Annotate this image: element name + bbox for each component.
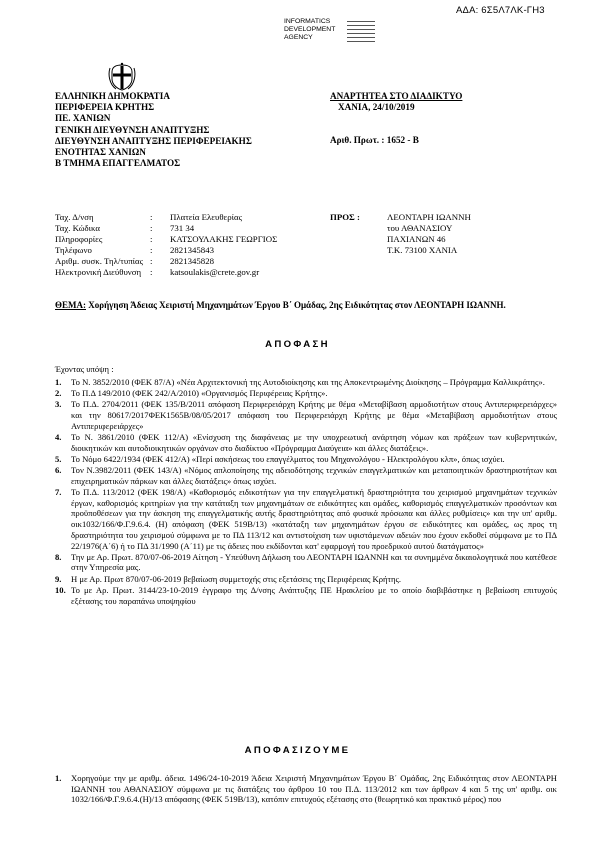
considerations-intro: Έχοντας υπόψη : — [55, 364, 114, 374]
subject-text: Χορήγηση Άδειας Χειριστή Μηχανημάτων Έργου Β΄ Ομάδας, 2ης Ειδικότητας στον ΛΕΟΝΤΑΡΗ ΙΩΑΝΝΗ. — [88, 300, 506, 310]
contact-row: Αριθμ. συσκ. Τηλ/τυπίας : 2821345828 — [55, 256, 214, 267]
contact-row: Ταχ. Δ/νση : Πλατεία Ελευθερίας — [55, 212, 243, 222]
recipient-block — [330, 212, 471, 256]
posted-notice: ΑΝΑΡΤΗΤΕΑ ΣΤΟ ΔΙΑΔΙΚΤΥΟ — [330, 91, 463, 101]
authority-line: Β ΤΜΗΜΑ ΕΠΑΓΓΕΛΜΑΤΟΣ — [55, 158, 181, 169]
list-item: 7. Το Π.Δ. 113/2012 (ΦΕΚ 198/Α) «Καθορισμός ειδικοτήτων για την επαγγελματική δραστηριότητα του χειρισμού μηχανημάτων τεχνικών έργων, καθορισμός κριτηρίων για την κατάταξη των μηχανημάτων σε ειδικότητες και ομάδες, καθορισμός επαγγελματικών προσόντων και προϋποθέσεων για την άσκηση της επαγγελματικής αυτής δραστηριότητας από φυσικά πρόσωπα και άλλες ρυθμίσεις» και την υπ' αριθμ. οικ1032/166/Φ.Γ.9.6.4. (Η) απόφαση (ΦΕΚ 519Β/13) «κατάταξη των μηχανημάτων έργου σε ειδικότητες και ομάδες, ως προς τη δραστηριότητα του χειρισμού σύμφωνα με το ΠΔ 113/12 και αντιστοίχιση των υφιστάμενων αδειών που έχουν εκδοθεί σύμφωνα με το ΠΔ 22/1976(Α΄6) ή το ΠΔ 31/1990 (Α΄11) με τις άδειες που εκδίδονται κατ' εφαρμογή του προεδρικού αυτού διατάγματος» — [55, 487, 557, 551]
authority-line: ΠΕΡΙΦΕΡΕΙΑ ΚΡΗΤΗΣ — [55, 102, 155, 113]
authority-line: ΓΕΝΙΚΗ ΔΙΕΥΘΥΝΣΗ ΑΝΑΠΤΥΞΗΣ — [55, 124, 210, 135]
logo-greek-lines — [347, 18, 375, 45]
contact-row: Τηλέφωνο : 2821345843 — [55, 245, 214, 256]
list-item: 3. Το Π.Δ. 2704/2011 (ΦΕΚ 135/Β/2011 απόφαση Περιφερειάρχη Κρήτης με θέμα «Μεταβίβαση αρμοδιοτήτων στους Αντιπεριφερειάρχες» και την 80617/2017ΦΕΚ1565Β/08/05/2017 απόφαση του Περιφερειάρχη Κρήτης με θέμα «Μεταβίβαση αρμοδιοτήτων στους Αντιπεριφερειάρχες» — [55, 399, 557, 431]
protocol-number: Αριθ. Πρωτ. : 1652 - Β — [330, 135, 419, 146]
authority-line: ΕΝΟΤΗΤΑΣ ΧΑΝΙΩΝ — [55, 147, 146, 158]
authority-line: ΠΕ. ΧΑΝΙΩΝ — [55, 113, 111, 124]
document-meta — [330, 91, 462, 147]
agency-logo — [284, 18, 484, 45]
logo-line: DEVELOPMENT — [284, 26, 336, 34]
list-item: 1. Χορηγούμε την με αριθμ. άδεια. 1496/24-10-2019 Άδεια Χειριστή Μηχανημάτων Έργου Β΄ Ομάδας, 2ης Ειδικότητας στον ΛΕΟΝΤΑΡΗ ΙΩΑΝΝΗ του ΑΘΑΝΑΣΙΟΥ σύμφωνα με τις διατάξεις του άρθρου 10 του Π.Δ. 113/2012 και των άρθρων 4 και 5 της υπ' αριθμ. οικ 1032/166/Φ.Γ.9.6.4.(Η)/13 απόφασης (ΦΕΚ 519Β/13), κατόπιν επιτυχούς εξέτασης στο (θεωρητικό και πρακτικό μέρος) που — [55, 773, 557, 805]
recipient-line: ΛΕΟΝΤΑΡΗ ΙΩΑΝΝΗ — [387, 212, 471, 222]
authority-line: ΔΙΕΥΘΥΝΣΗ ΑΝΑΠΤΥΞΗΣ ΠΕΡΙΦΕΡΕΙΑΚΗΣ — [55, 135, 252, 146]
list-item: 9. Η με Αρ. Πρωτ 870/07-06-2019 βεβαίωση συμμετοχής στις εξετάσεις της Περιφέρειας Κρήτης. — [55, 573, 402, 584]
authority-line: ΕΛΛΗΝΙΚΗ ΔΗΜΟΚΡΑΤΙΑ — [55, 91, 170, 101]
place-date: ΧΑΝΙΑ, 24/10/2019 — [338, 102, 415, 113]
contact-row: Ταχ. Κώδικα : 731 34 — [55, 223, 195, 234]
subject-label: ΘΕΜΑ: — [55, 300, 86, 310]
contact-row: Πληροφορίες : ΚΑΤΣΟΥΛΑΚΗΣ ΓΕΩΡΓΙΟΣ — [55, 234, 278, 245]
recipient-line: Τ.Κ. 73100 ΧΑΝΙΑ — [387, 245, 458, 256]
ada-code: ΑΔΑ: 6Σ5Λ7ΛΚ-ΓΗ3 — [456, 5, 545, 16]
logo-line: INFORMATICS — [284, 18, 331, 25]
considerations-list — [55, 377, 557, 607]
list-item: 4. Το Ν. 3861/2010 (ΦΕΚ 112/Α) «Ενίσχυση της διαφάνειας με την υποχρεωτική ανάρτηση νόμων και πράξεων των κυβερνητικών, διοικητικών και αυτοδιοικητικών οργάνων στο διαδίκτυο «Πρόγραμμα Διαύγεια» και άλλες διατάξεις». — [55, 432, 557, 453]
logo-line: AGENCY — [284, 34, 313, 42]
issuing-authority — [55, 91, 252, 169]
decision-title: ΑΠΟΦΑΣΗ — [265, 339, 330, 350]
list-item: 8. Την με Αρ. Πρωτ. 870/07-06-2019 Αίτηση - Υπεύθυνη Δήλωση του ΛΕΟΝΤΑΡΗ ΙΩΑΝΝΗ και τα συνημμένα δικαιολογητικά που κατέθεσε στην Υπηρεσία μας. — [55, 551, 557, 573]
decision-list — [55, 773, 557, 806]
subject-line — [55, 300, 555, 312]
list-item: 2. Το Π.Δ 149/2010 (ΦΕΚ 242/Α/2010) «Οργανισμός Περιφέρειας Κρήτης». — [55, 388, 328, 399]
list-item: 6. Τον Ν.3982/2011 (ΦΕΚ 143/Α) «Νόμος απλοποίησης της αδειοδότησης τεχνικών επαγγελματικών και μεταποιητικών δραστηριοτήτων και επιχειρηματικών πάρκων και άλλες διατάξεις» όπως ισχύει. — [55, 465, 557, 486]
list-item: 1. Το Ν. 3852/2010 (ΦΕΚ 87/Α) «Νέα Αρχιτεκτονική της Αυτοδιοίκησης και της Αποκεντρωμένης Διοίκησης – Πρόγραμμα Καλλικράτης». — [55, 377, 545, 387]
recipient-line: ΠΑΧΙΑΝΩΝ 46 — [387, 234, 446, 245]
contact-details — [55, 212, 277, 279]
greek-coat-of-arms-icon — [107, 62, 137, 92]
recipient-line: του ΑΘΑΝΑΣΙΟΥ — [387, 223, 453, 234]
contact-row: Ηλεκτρονική Διεύθυνση : katsoulakis@crete.gov.gr — [55, 267, 260, 278]
recipient-label: ΠΡΟΣ : — [330, 212, 360, 222]
list-item: 10. Το με Αρ. Πρωτ. 3144/23-10-2019 έγγραφο της Δ/νσης Ανάπτυξης ΠΕ Ηρακλείου με το οποίο διαβιβάστηκε η βεβαίωση επιτυχούς εξέτασης του παραπάνω υποψηφίου — [55, 584, 557, 606]
list-item: 5. Το Νόμο 6422/1934 (ΦΕΚ 412/Α) «Περί ασκήσεως του επαγγέλματος του Μηχανολόγου - Ηλεκτρολόγου κλπ», όπως ισχύει. — [55, 453, 505, 464]
decide-title: ΑΠΟΦΑΣΙΖΟΥΜΕ — [244, 745, 351, 756]
